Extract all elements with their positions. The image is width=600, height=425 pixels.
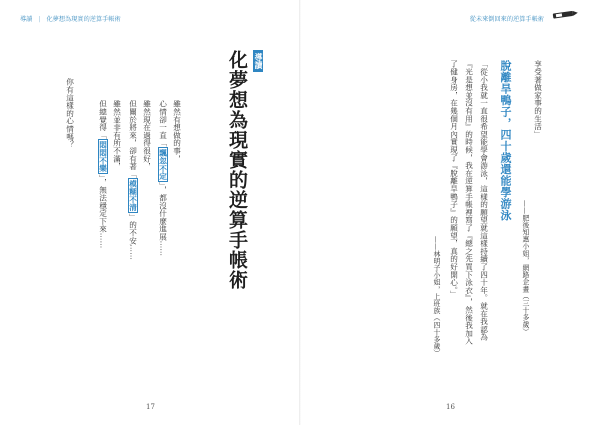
opening-line: 享受著做家事的生活」 xyxy=(533,60,543,138)
body-line-3 xyxy=(143,100,151,170)
page-number-left: 17 xyxy=(146,403,155,411)
body-line-1 xyxy=(173,100,181,162)
quote-line-2: 『光是想並沒有用』的時候，我在逆算手帳裡寫了『總之先買下泳衣』，然後我加入 xyxy=(464,60,474,345)
page-title: 化夢想為現實的逆算手帳術 xyxy=(226,50,248,290)
body-line-1-text: 雖然有想做的事， xyxy=(172,100,182,163)
header-section-label: 導讀 xyxy=(20,16,33,23)
body-line-3-text: 雖然現在過得很好， xyxy=(142,100,152,171)
body-line-4 xyxy=(128,100,138,260)
body-line-2-pre: 心情卻一直「 xyxy=(158,100,168,147)
pen-icon xyxy=(550,6,580,24)
running-header-right: 從未來倒回來的逆算手帳術 xyxy=(469,16,544,23)
highlight-box: 模糊不清 xyxy=(128,180,138,212)
body-line-5 xyxy=(113,100,121,170)
body-line-6-post: 」，無法穩定下來…… xyxy=(98,174,108,249)
highlight-box: 悶悶不樂 xyxy=(98,141,108,173)
body-question: 你有這樣的心情嗎？ xyxy=(65,78,75,149)
section-tag: 導讀 xyxy=(253,50,263,72)
body-line-4-pre: 但關於將來，卻有著「 xyxy=(128,100,138,178)
body-line-2-post: 」，都沒什麼進展…… xyxy=(158,182,168,257)
attribution-1: ——肥後知惠小姐，網路企畫（三十多歲） xyxy=(520,200,529,335)
page-number-right: 16 xyxy=(446,403,455,411)
body-line-6 xyxy=(98,100,108,248)
attribution-2: ——林明子小姐，上班族（四十多歲） xyxy=(431,236,440,357)
quote-line-1: 「從小我就一直很希望能學會游泳，這樣的願望就這樣持續了四十年。就在我認為 xyxy=(479,60,489,341)
body-line-2 xyxy=(158,100,168,256)
body-line-6-pre: 但總覺得「 xyxy=(98,100,108,139)
quote-line-3: 了健身房，在幾個月內實現了『脫離旱鴨子』的願望，真的好開心。」 xyxy=(449,60,459,298)
body-line-4-post: 」的不安…… xyxy=(128,213,138,260)
body-line-5-text: 雖然並非有所不滿， xyxy=(112,100,122,171)
running-header-left xyxy=(20,14,121,23)
section-heading: 脫離旱鴨子，四十歲還能學游泳 xyxy=(499,60,512,221)
header-separator: | xyxy=(38,16,41,23)
book-gutter xyxy=(299,0,301,425)
header-chapter-title: 化夢想為現實的逆算手帳術 xyxy=(46,16,121,23)
highlight-box: 飄忽不定 xyxy=(158,148,168,181)
